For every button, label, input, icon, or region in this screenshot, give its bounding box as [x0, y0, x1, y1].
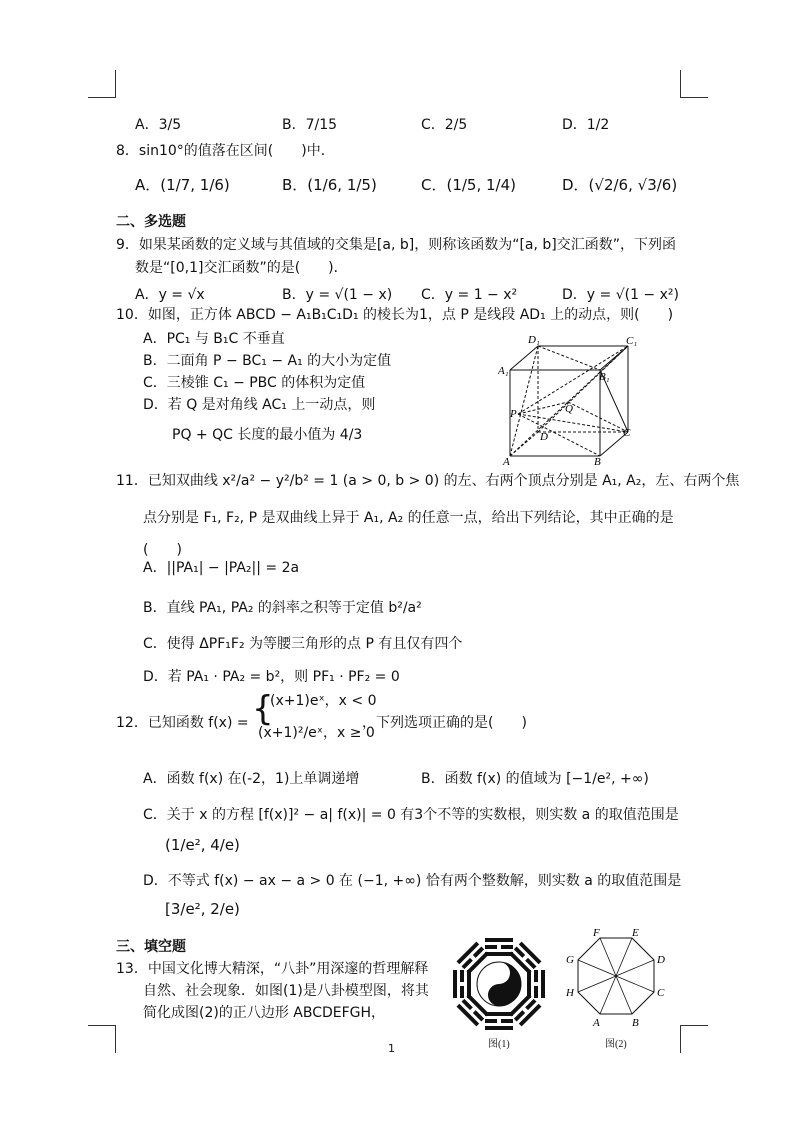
crop-mark — [680, 1025, 708, 1026]
section-heading-multi-choice: 二、多选题 — [116, 214, 186, 230]
crop-mark — [88, 1025, 116, 1026]
cube-label-q: Q — [565, 403, 573, 415]
q8-option-d: D．(√2/6, √3/6) — [562, 176, 678, 194]
q11-option-d: D．若 PA₁ · PA₂ = b²，则 PF₁ · PF₂ = 0 — [143, 669, 400, 685]
cube-label-b1: B₁ — [599, 371, 610, 383]
q8-option-a: A．(1/7, 1/6) — [135, 176, 230, 194]
cube-label-a1: A₁ — [498, 365, 509, 377]
cube-figure — [498, 332, 644, 466]
octagon-label-d: D — [657, 954, 665, 966]
q8-option-c: C．(1/5, 1/4) — [421, 176, 516, 194]
q10-option-b: B．二面角 P − BC₁ − A₁ 的大小为定值 — [143, 353, 392, 369]
q13-line3: 简化成图(2)的正八边形 ABCDEFGH， — [143, 1005, 386, 1021]
cube-label-d: D — [540, 431, 548, 443]
q11-option-c: C．使得 ΔPF₁F₂ 为等腰三角形的点 P 有且仅有四个 — [143, 636, 463, 652]
q9-stem-line1: 9．如果某函数的定义域与其值域的交集是[a, b]，则称该函数为“[a, b]交汇函数”，下列函 — [116, 237, 676, 253]
octagon-label-b: B — [632, 1017, 639, 1029]
q13-line1: 13．中国文化博大精深，“八卦”用深邃的哲理解释 — [116, 961, 429, 977]
q12-option-b: B．函数 f(x) 的值域为 [−1/e², +∞) — [421, 771, 649, 787]
q7-option-d: D．1/2 — [562, 117, 610, 133]
q12-stem-right: ，下列选项正确的是( ) — [362, 715, 527, 731]
page-number: 1 — [388, 1042, 395, 1055]
cube-label-a: A — [503, 456, 510, 466]
q7-option-a: A．3/5 — [135, 117, 182, 133]
q10-option-d-line1: D．若 Q 是对角线 AC₁ 上一动点，则 — [143, 397, 376, 413]
q7-option-c: C．2/5 — [421, 117, 468, 133]
q8-option-b: B．(1/6, 1/5) — [282, 176, 377, 194]
q12-stem-left: 12．已知函数 f(x) = — [116, 715, 249, 731]
q9-option-c: C．y = 1 − x² — [421, 287, 518, 303]
q9-option-d: D．y = √(1 − x²) — [562, 287, 679, 303]
q10-option-c: C．三棱锥 C₁ − PBC 的体积为定值 — [143, 375, 366, 391]
q9-option-a: A．y = √x — [135, 287, 205, 303]
crop-mark — [680, 1025, 681, 1053]
bagua-figure — [448, 936, 550, 1032]
q11-stem-line2: 点分别是 F₁, F₂, P 是双曲线上异于 A₁, A₂ 的任意一点，给出下列结论，其中正确的是 — [143, 510, 674, 526]
octagon-label-f: F — [593, 928, 600, 939]
cube-label-p: P — [510, 408, 517, 420]
figure-1-caption: 图(1) — [488, 1039, 510, 1050]
q12-option-d-line2: [3/e², 2/e) — [165, 900, 240, 918]
cube-label-c: C — [623, 427, 631, 439]
octagon-label-h: H — [566, 987, 574, 999]
q8-stem: 8．sin10°的值落在区间( )中． — [116, 143, 335, 159]
crop-mark — [115, 1025, 116, 1053]
octagon-label-g: G — [566, 954, 574, 966]
q12-option-d-line1: D．不等式 f(x) − ax − a > 0 在 (−1, +∞) 恰有两个整数解，则实数 a 的取值范围是 — [143, 873, 682, 889]
octagon-label-a: A — [593, 1017, 600, 1029]
section-heading-fill-blank: 三、填空题 — [116, 939, 186, 955]
q7-option-b: B．7/15 — [282, 117, 338, 133]
figure-2-caption: 图(2) — [605, 1039, 627, 1050]
q10-option-d-line2: PQ + QC 长度的最小值为 4/3 — [172, 427, 363, 443]
q11-stem-line1: 11．已知双曲线 x²/a² − y²/b² = 1 (a > 0, b > 0) 的左、右两个顶点分别是 A₁, A₂，左、右两个焦 — [116, 473, 740, 489]
cube-label-d1: D₁ — [528, 334, 540, 346]
cube-label-b: B — [594, 456, 601, 466]
q12-case2: (x+1)²/eˣ，x ≥ 0 — [258, 725, 375, 741]
crop-mark — [680, 97, 708, 98]
q11-stem-line3: ( ) — [143, 542, 182, 558]
q12-option-a: A．函数 f(x) 在(-2，1)上单调递增 — [143, 771, 360, 787]
q9-option-b: B．y = √(1 − x) — [282, 287, 393, 303]
q12-brace: { — [252, 689, 274, 729]
crop-mark — [115, 70, 116, 98]
q10-option-a: A．PC₁ 与 B₁C 不垂直 — [143, 331, 285, 347]
q12-case1: (x+1)eˣ，x < 0 — [270, 693, 377, 709]
q13-line2: 自然、社会现象．如图(1)是八卦模型图，将其 — [143, 983, 429, 999]
q11-option-b: B．直线 PA₁, PA₂ 的斜率之积等于定值 b²/a² — [143, 600, 422, 616]
octagon-label-c: C — [657, 987, 665, 999]
q12-option-c-line1: C．关于 x 的方程 [f(x)]² − a| f(x)| = 0 有3个不等的实数根，则实数 a 的取值范围是 — [143, 807, 679, 823]
octagon-figure — [560, 928, 670, 1032]
q9-stem-line2: 数是“[0,1]交汇函数”的是( )． — [135, 260, 348, 276]
q10-stem: 10．如图，正方体 ABCD − A₁B₁C₁D₁ 的棱长为1，点 P 是线段 AD₁ 上的动点，则( ) — [116, 307, 674, 323]
cube-label-c1: C₁ — [626, 335, 638, 347]
crop-mark — [88, 97, 116, 98]
crop-mark — [680, 70, 681, 98]
q12-option-c-line2: (1/e², 4/e) — [165, 836, 240, 854]
octagon-label-e: E — [632, 928, 639, 939]
q11-option-a: A．||PA₁| − |PA₂|| = 2a — [143, 560, 300, 576]
